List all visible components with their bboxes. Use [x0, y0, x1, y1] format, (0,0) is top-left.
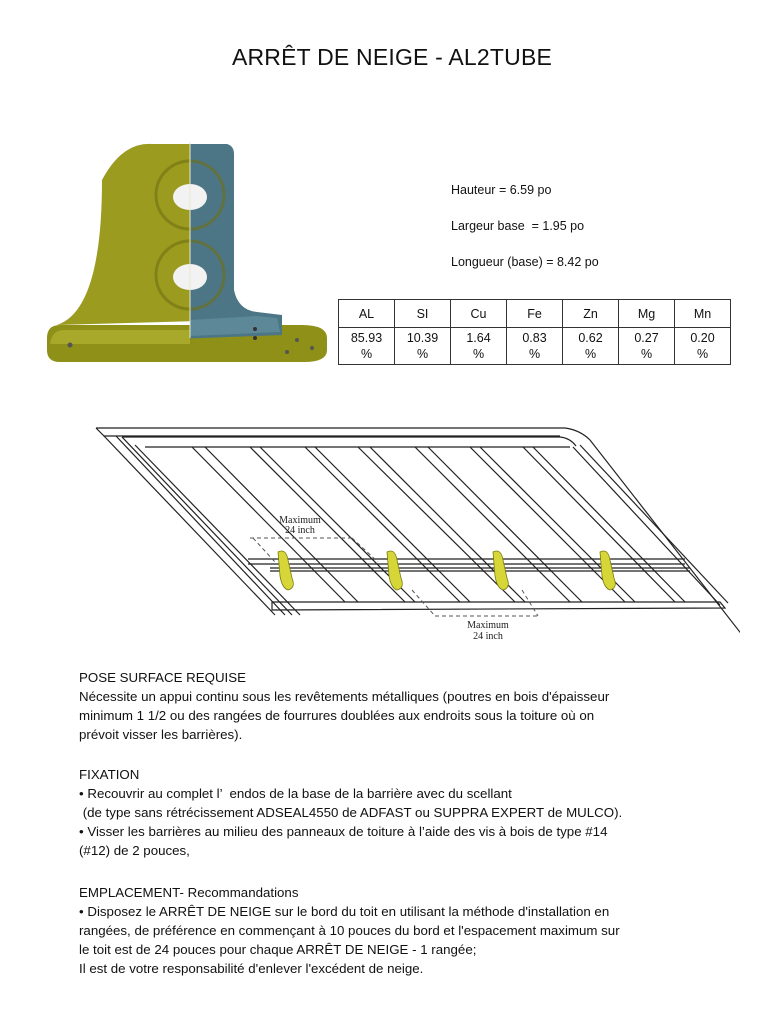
section-heading: FIXATION — [79, 767, 140, 782]
base-length-spec: Longueur (base) = 8.42 po — [451, 255, 599, 269]
composition-header-row — [339, 300, 731, 328]
section-line: le toit est de 24 pouces pour chaque ARRÊT DE NEIGE - 1 rangée; — [79, 942, 477, 957]
header-cell: Cu — [451, 300, 507, 328]
value-cell: 0.62 % — [563, 328, 619, 365]
section-line: Nécessite un appui continu sous les revêtements métalliques (poutres en bois d'épaisseur — [79, 689, 610, 704]
section-line: rangées, de préférence en commençant à 10 pouces du bord et l'espacement maximum sur — [79, 923, 620, 938]
section-line: (#12) de 2 pouces, — [79, 843, 190, 858]
value-cell: 1.64 % — [451, 328, 507, 365]
section-heading: POSE SURFACE REQUISE — [79, 670, 246, 685]
value-cell: 10.39 % — [395, 328, 451, 365]
measure-label-top-value: 24 inch — [285, 525, 315, 536]
value-cell: 0.83 % — [507, 328, 563, 365]
section-line: • Visser les barrières au milieu des panneaux de toiture à l’aide des vis à bois de type #14 — [79, 824, 608, 839]
section-line: prévoit visser les barrières). — [79, 727, 243, 742]
section-fixation — [79, 765, 622, 860]
roof-installation-diagram — [60, 390, 740, 650]
section-emplacement — [79, 883, 620, 978]
composition-value-row — [339, 328, 731, 365]
header-cell: Mg — [619, 300, 675, 328]
header-cell: Fe — [507, 300, 563, 328]
section-line: • Recouvrir au complet l’ endos de la base de la barrière avec du scellant — [79, 786, 512, 801]
header-cell: SI — [395, 300, 451, 328]
snow-guard-part-image — [42, 140, 342, 370]
section-line: • Disposez le ARRÊT DE NEIGE sur le bord du toit en utilisant la méthode d'installation en — [79, 904, 610, 919]
section-pose — [79, 668, 609, 744]
header-cell: Zn — [563, 300, 619, 328]
section-line: (de type sans rétrécissement ADSEAL4550 de ADFAST ou SUPPRA EXPERT de MULCO). — [79, 805, 623, 820]
value-cell: 0.27 % — [619, 328, 675, 365]
page-title: ARRÊT DE NEIGE - AL2TUBE — [231, 44, 553, 70]
section-line: minimum 1 1/2 ou des rangées de fourrures doublées aux endroits sous la toiture où on — [79, 708, 595, 723]
value-cell: 0.20 % — [675, 328, 731, 365]
header-cell: AL — [339, 300, 395, 328]
section-heading: EMPLACEMENT- Recommandations — [79, 885, 299, 900]
measure-label-top: Maximum — [279, 515, 321, 526]
base-width-spec: Largeur base = 1.95 po — [451, 219, 585, 233]
measure-label-bottom-value: 24 inch — [473, 631, 503, 642]
dimensions — [451, 181, 599, 289]
section-line: Il est de votre responsabilité d'enlever l'excédent de neige. — [79, 961, 424, 976]
height-spec: Hauteur = 6.59 po — [451, 183, 552, 197]
measure-label-bottom: Maximum — [467, 620, 509, 631]
value-cell: 85.93 % — [339, 328, 395, 365]
header-cell: Mn — [675, 300, 731, 328]
composition-table — [338, 299, 731, 365]
part-body — [47, 142, 327, 362]
roof-outline — [96, 428, 740, 645]
